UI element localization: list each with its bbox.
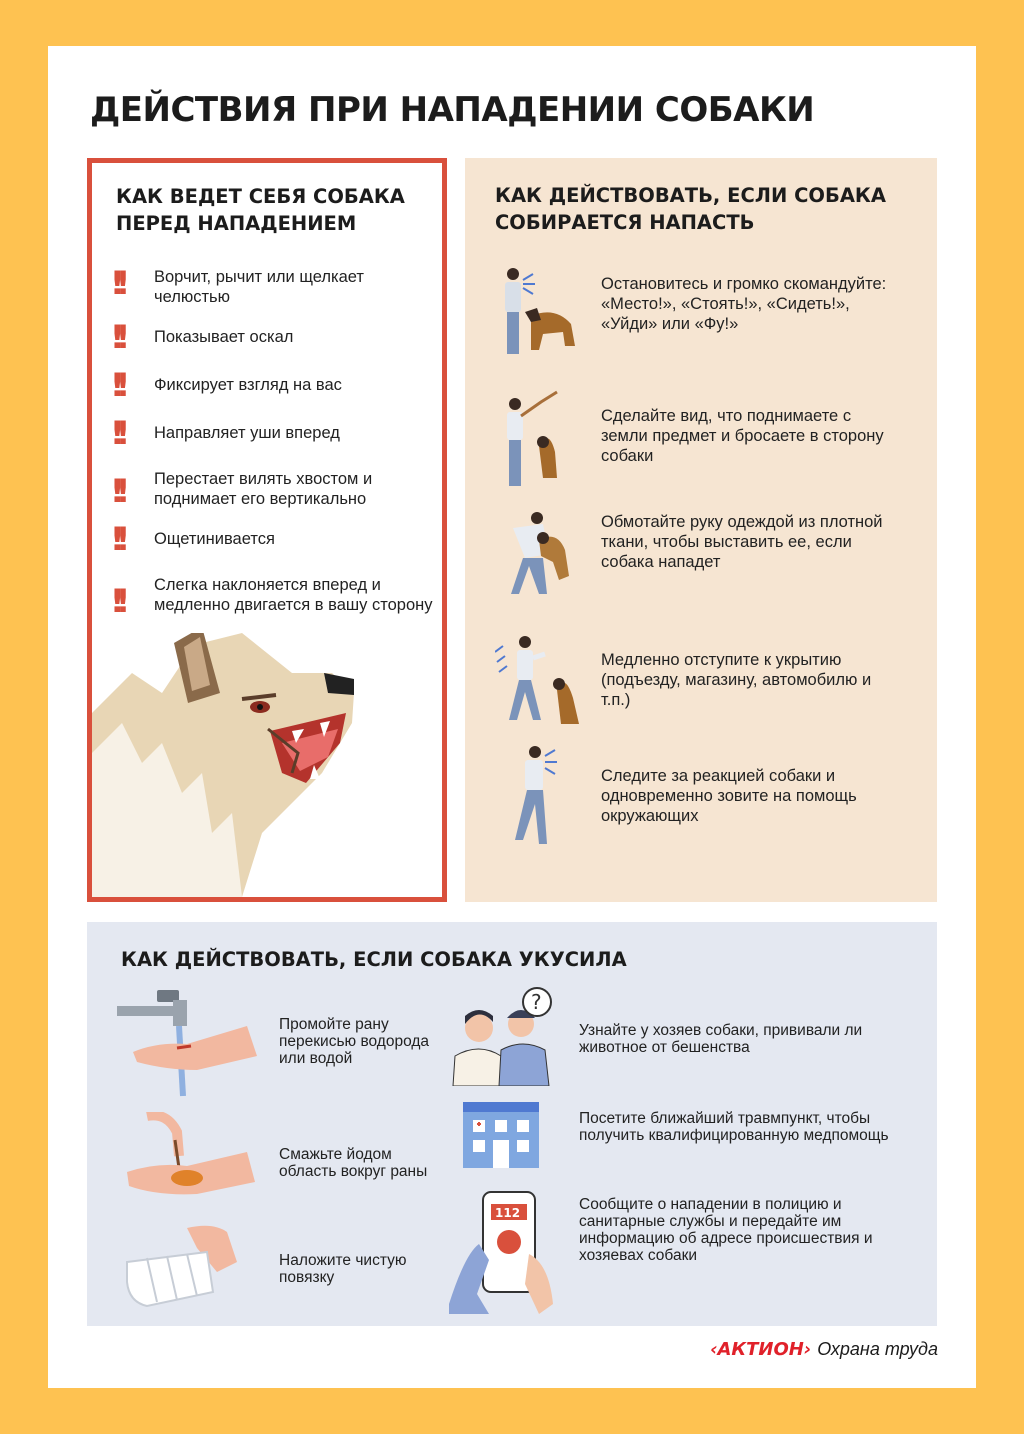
action-text: Обмотайте руку одеждой из плотной ткани, чтобы выставить ее, если собака нападет <box>601 513 883 571</box>
person-commanding-dog-illustration <box>495 266 585 362</box>
clinic-building-icon <box>463 1102 539 1168</box>
exclamation-icon: !! <box>110 472 122 510</box>
aktion-logo <box>710 1339 938 1360</box>
person-calling-help-illustration <box>495 744 585 848</box>
washing-wound-illustration <box>117 986 257 1098</box>
owners-question-icon <box>449 986 559 1086</box>
bite-step-text: Узнайте у хозяев собаки, прививали ли животное от бешенства <box>579 1022 863 1056</box>
emergency-number: 112 <box>495 1206 521 1220</box>
sign-text: Ощетинивается <box>154 530 275 548</box>
list-item <box>117 1222 457 1318</box>
snarling-dog-illustration <box>92 633 442 897</box>
bite-step-text: Смажьте йодом область вокруг раны <box>279 1146 428 1180</box>
logo-brand: ‹АКТИОН› <box>710 1339 812 1360</box>
person-retreating-illustration <box>495 632 595 732</box>
person-protecting-arm-illustration <box>495 510 585 600</box>
list-item <box>449 986 909 1086</box>
sign-text: Направляет уши вперед <box>154 424 340 442</box>
after-bite-heading: КАК ДЕЙСТВОВАТЬ, ЕСЛИ СОБАКА УКУСИЛА <box>121 948 627 971</box>
list-item <box>463 1102 909 1172</box>
bite-step-text: Сообщите о нападении в полицию и санитарные службы и передайте им информацию об адресе происшествия и хозяевах собаки <box>579 1196 873 1264</box>
exclamation-icon: !! <box>110 366 122 404</box>
action-text: Остановитесь и громко скомандуйте: «Место!», «Стоять!», «Сидеть!», «Уйди» или «Фу!» <box>601 275 887 333</box>
list-item <box>117 1112 457 1204</box>
bite-step-text: Промойте рану перекисью водорода или водой <box>279 1016 430 1067</box>
sign-text: Показывает оскал <box>154 328 294 346</box>
applying-iodine-illustration <box>117 1112 257 1204</box>
bandaging-illustration <box>117 1222 257 1318</box>
list-item <box>117 986 457 1098</box>
after-bite-panel <box>87 922 937 1326</box>
warning-signs-panel <box>87 158 447 902</box>
exclamation-icon: !! <box>110 582 122 620</box>
sign-text: Слегка наклоняется вперед и медленно двигается в вашу сторону <box>154 576 433 614</box>
sign-text: Фиксирует взгляд на вас <box>154 376 342 394</box>
warning-signs-heading: КАК ВЕДЕТ СЕБЯ СОБАКА ПЕРЕД НАПАДЕНИЕМ <box>116 185 405 235</box>
exclamation-icon: !! <box>110 414 122 452</box>
action-text: Следите за реакцией собаки и одновременно зовите на помощь окружающих <box>601 767 857 825</box>
prevent-attack-panel <box>465 158 937 902</box>
bite-step-text: Посетите ближайший травмпункт, чтобы получить квалифицированную медпомощь <box>579 1110 889 1144</box>
sign-text: Ворчит, рычит или щелкает челюстью <box>154 268 364 306</box>
exclamation-icon: !! <box>110 264 122 302</box>
prevent-attack-heading: КАК ДЕЙСТВОВАТЬ, ЕСЛИ СОБАКА СОБИРАЕТСЯ НАПАСТЬ <box>495 184 886 234</box>
phone-emergency-icon <box>449 1184 559 1314</box>
list-item <box>449 1184 909 1314</box>
poster <box>48 46 976 1388</box>
person-pretending-throw-illustration <box>495 388 585 488</box>
page-title: ДЕЙСТВИЯ ПРИ НАПАДЕНИИ СОБАКИ <box>90 90 815 130</box>
action-text: Медленно отступите к укрытию (подъезду, магазину, автомобилю и т.п.) <box>601 651 872 709</box>
exclamation-icon: !! <box>110 520 122 558</box>
svg-text:?: ? <box>531 990 542 1014</box>
exclamation-icon: !! <box>110 318 122 356</box>
logo-subtitle: Охрана труда <box>817 1339 938 1359</box>
action-text: Сделайте вид, что поднимаете с земли предмет и бросаете в сторону собаки <box>601 407 884 465</box>
sign-text: Перестает вилять хвостом и поднимает его вертикально <box>154 470 373 508</box>
bite-step-text: Наложите чистую повязку <box>279 1252 407 1286</box>
